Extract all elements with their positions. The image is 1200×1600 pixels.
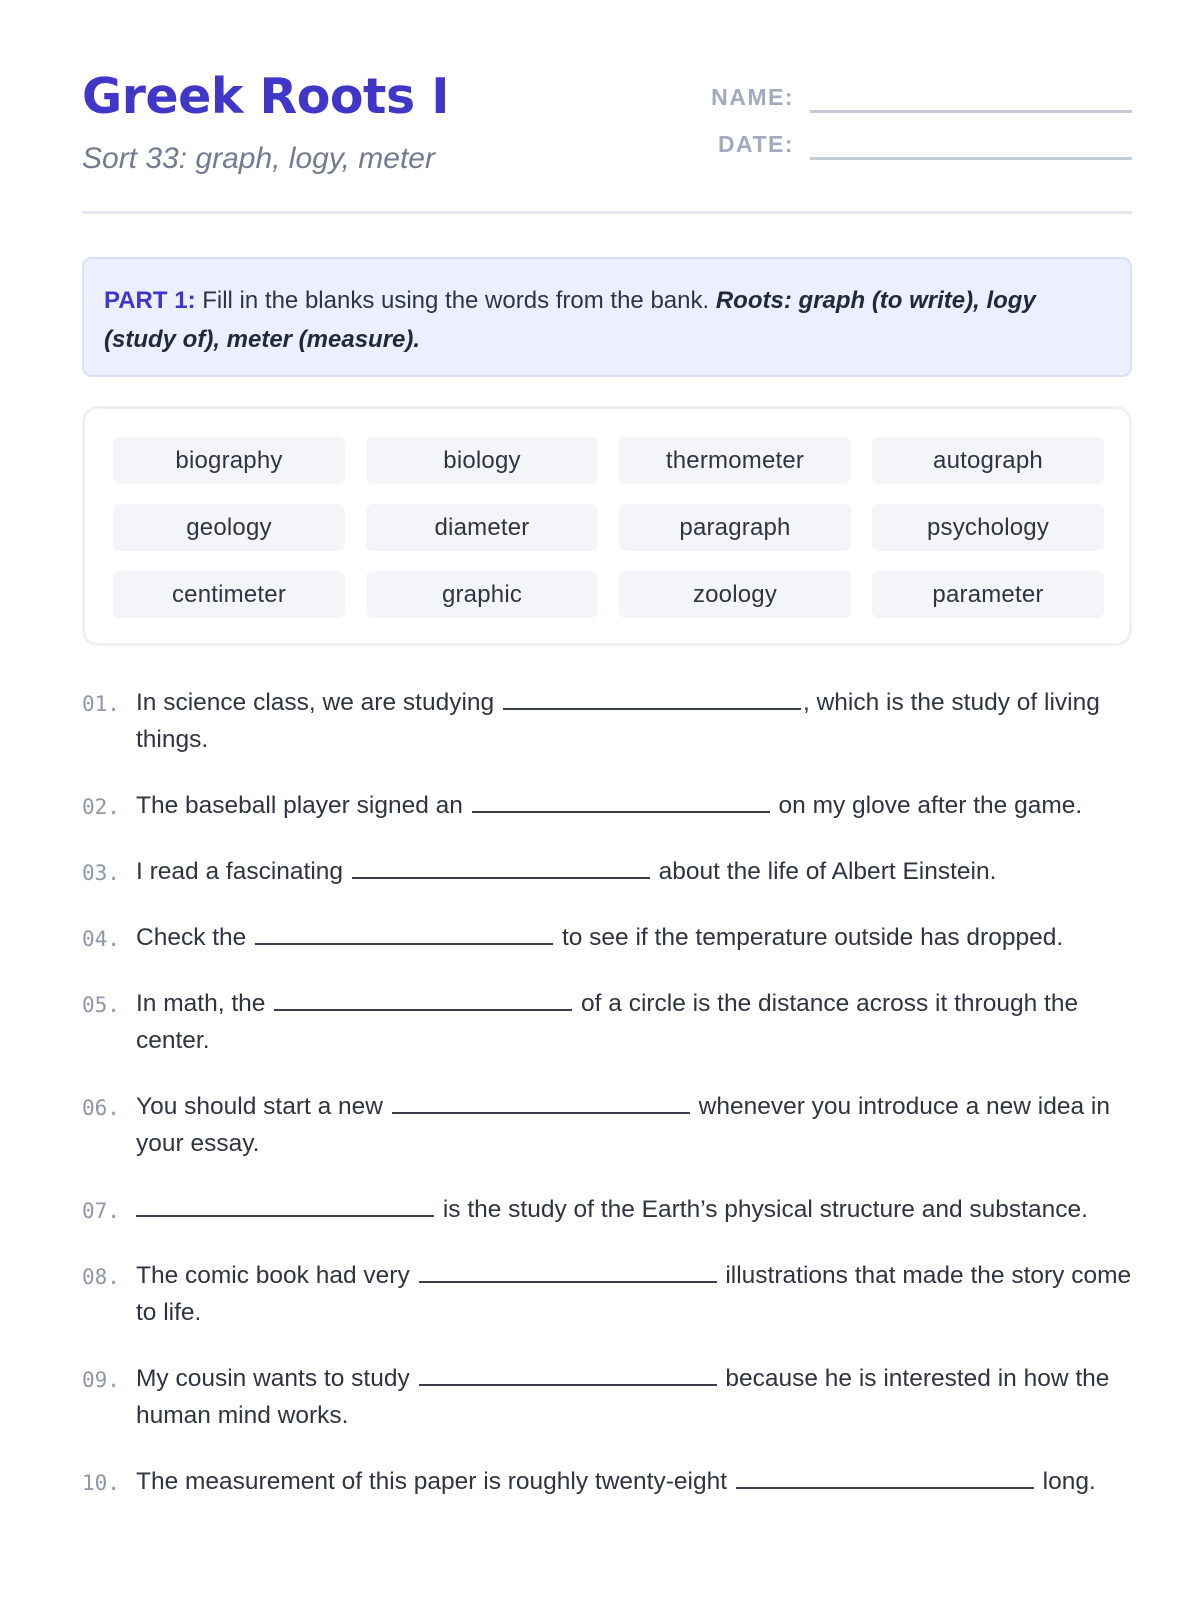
worksheet-title: Greek Roots I: [82, 68, 449, 125]
question-number: 07.: [82, 1199, 120, 1223]
question-number: 03.: [82, 861, 120, 885]
question-text-before: The measurement of this paper is roughly twenty-eight: [136, 1468, 728, 1495]
question-list: [82, 684, 1142, 1529]
worksheet-header: [82, 0, 1132, 214]
answer-blank[interactable]: [736, 1467, 1034, 1489]
date-label: DATE:: [717, 131, 794, 157]
question-text-before: I read a fascinating: [136, 858, 344, 885]
question-text-before: My cousin wants to study: [136, 1365, 410, 1392]
word-bank-item: parameter: [872, 571, 1104, 618]
question-item: [82, 684, 1142, 758]
answer-blank[interactable]: [472, 791, 770, 813]
question-item: [82, 1463, 1142, 1500]
worksheet-subtitle: Sort 33: graph, logy, meter: [82, 142, 435, 175]
word-bank-item: biology: [366, 437, 598, 484]
question-text-before: In math, the: [136, 990, 266, 1017]
word-bank-item: paragraph: [619, 504, 851, 551]
answer-blank[interactable]: [352, 857, 650, 879]
question-item: [82, 1088, 1142, 1162]
question-text-after: because he is interested in how the human mind works.: [136, 1365, 1110, 1429]
name-line[interactable]: [810, 110, 1132, 113]
question-text-after: of a circle is the distance across it through the center.: [136, 990, 1079, 1054]
answer-blank[interactable]: [392, 1092, 690, 1114]
instruction-box: [82, 257, 1132, 377]
word-bank-item: thermometer: [619, 437, 851, 484]
word-bank-item: centimeter: [113, 571, 345, 618]
name-row: [702, 78, 1132, 118]
question-item: [82, 1191, 1142, 1228]
word-bank-item: biography: [113, 437, 345, 484]
question-item: [82, 919, 1142, 956]
word-bank-item: geology: [113, 504, 345, 551]
worksheet-page: [82, 0, 1132, 1495]
question-text-after: illustrations that made the story come to life.: [136, 1262, 1132, 1326]
question-number: 10.: [82, 1471, 120, 1495]
question-number: 02.: [82, 795, 120, 819]
question-number: 09.: [82, 1368, 120, 1392]
question-text-after: about the life of Albert Einstein.: [658, 858, 997, 885]
roots-note: Roots: graph (to write), logy (study of), meter (measure).: [104, 287, 1036, 353]
question-text-after: , which is the study of living things.: [136, 689, 1100, 753]
answer-blank[interactable]: [419, 1261, 717, 1283]
question-text-after: on my glove after the game.: [778, 792, 1083, 819]
answer-blank[interactable]: [255, 923, 553, 945]
part-label: PART 1:: [104, 287, 196, 314]
date-row: [702, 125, 1132, 165]
question-text-after: long.: [1042, 1468, 1096, 1495]
word-bank-item: diameter: [366, 504, 598, 551]
question-number: 01.: [82, 692, 120, 716]
question-item: [82, 853, 1142, 890]
question-text-before: In science class, we are studying: [136, 689, 495, 716]
question-number: 05.: [82, 993, 120, 1017]
question-item: [82, 985, 1142, 1059]
word-bank-item: autograph: [872, 437, 1104, 484]
name-label: NAME:: [711, 84, 794, 110]
question-item: [82, 1360, 1142, 1434]
question-text-before: The comic book had very: [136, 1262, 410, 1289]
answer-blank[interactable]: [419, 1364, 717, 1386]
answer-blank[interactable]: [503, 688, 801, 710]
question-text-after: to see if the temperature outside has dropped.: [561, 924, 1064, 951]
answer-blank[interactable]: [274, 989, 572, 1011]
word-bank-item: psychology: [872, 504, 1104, 551]
question-text-before: You should start a new: [136, 1093, 383, 1120]
question-number: 08.: [82, 1265, 120, 1289]
question-item: [82, 787, 1142, 824]
question-text-before: The baseball player signed an: [136, 792, 463, 819]
word-bank-item: graphic: [366, 571, 598, 618]
question-number: 04.: [82, 927, 120, 951]
question-text-after: whenever you introduce a new idea in your essay.: [136, 1093, 1110, 1157]
instruction-text: Fill in the blanks using the words from the bank.: [202, 287, 710, 314]
date-line[interactable]: [810, 157, 1132, 160]
word-bank-item: zoology: [619, 571, 851, 618]
word-bank: [82, 406, 1132, 646]
answer-blank[interactable]: [136, 1195, 434, 1217]
question-text-before: Check the: [136, 924, 247, 951]
question-text-after: is the study of the Earth’s physical structure and substance.: [442, 1196, 1088, 1223]
question-number: 06.: [82, 1096, 120, 1120]
question-item: [82, 1257, 1142, 1331]
